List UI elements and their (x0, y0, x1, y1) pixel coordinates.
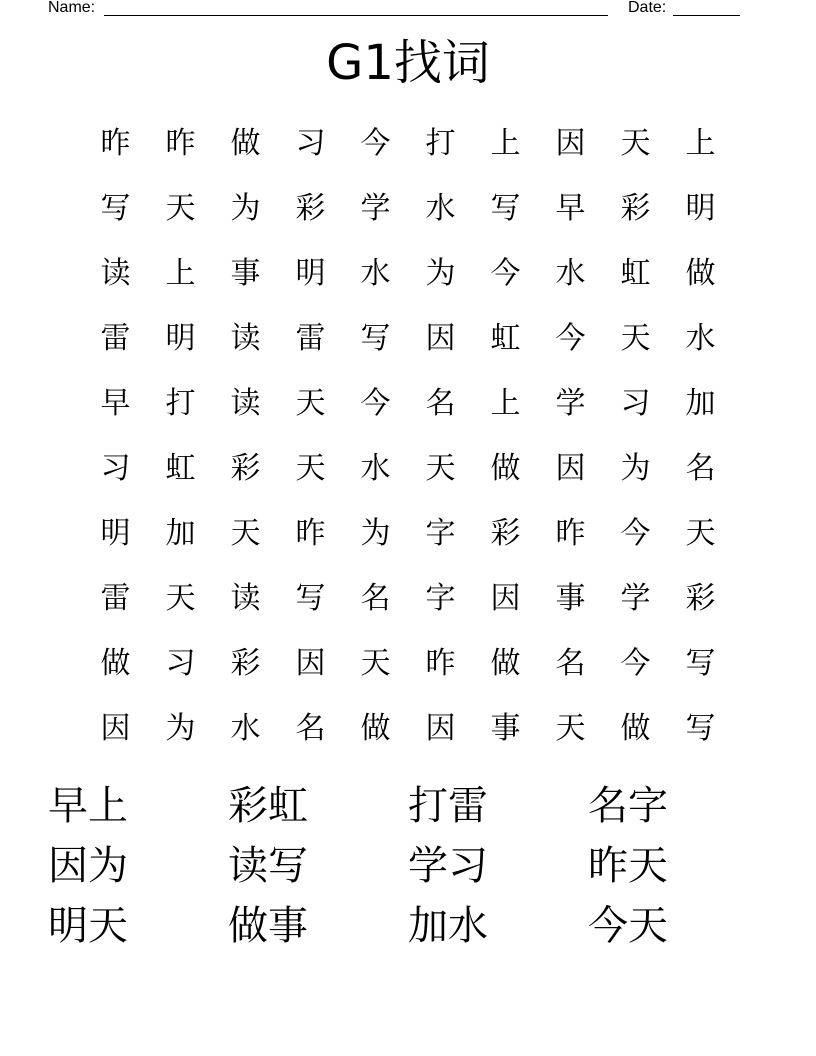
date-blank-line (673, 15, 740, 16)
grid-cell: 彩 (620, 190, 651, 226)
grid-cell: 习 (165, 645, 196, 681)
grid-cell: 明 (165, 320, 196, 356)
word-list-item: 读写 (228, 843, 308, 889)
grid-cell: 做 (230, 125, 261, 161)
grid-cell: 名 (425, 385, 456, 421)
grid-cell: 今 (360, 385, 391, 421)
grid-cell: 天 (685, 515, 716, 551)
grid-cell: 名 (685, 450, 716, 486)
word-list (48, 778, 768, 958)
grid-cell: 天 (165, 580, 196, 616)
grid-cell: 早 (555, 190, 586, 226)
grid-cell: 彩 (490, 515, 521, 551)
grid-cell: 做 (490, 645, 521, 681)
grid-cell: 水 (555, 255, 586, 291)
grid-cell: 明 (295, 255, 326, 291)
name-blank-line (104, 15, 608, 16)
grid-cell: 学 (620, 580, 651, 616)
grid-cell: 今 (360, 125, 391, 161)
grid-cell: 写 (685, 645, 716, 681)
grid-cell: 读 (230, 385, 261, 421)
grid-cell: 字 (425, 515, 456, 551)
grid-cell: 名 (555, 645, 586, 681)
grid-cell: 今 (490, 255, 521, 291)
word-list-item: 打雷 (408, 783, 488, 829)
grid-cell: 习 (100, 450, 131, 486)
grid-cell: 因 (490, 580, 521, 616)
header (0, 0, 816, 20)
grid-cell: 加 (165, 515, 196, 551)
grid-cell: 做 (100, 645, 131, 681)
grid-cell: 习 (620, 385, 651, 421)
grid-cell: 早 (100, 385, 131, 421)
grid-cell: 事 (555, 580, 586, 616)
grid-cell: 明 (100, 515, 131, 551)
grid-cell: 彩 (295, 190, 326, 226)
grid-cell: 名 (295, 710, 326, 746)
grid-cell: 虹 (620, 255, 651, 291)
grid-cell: 做 (685, 255, 716, 291)
grid-cell: 天 (620, 320, 651, 356)
grid-cell: 打 (165, 385, 196, 421)
grid-cell: 水 (360, 450, 391, 486)
grid-cell: 天 (360, 645, 391, 681)
grid-cell: 上 (685, 125, 716, 161)
grid-cell: 读 (230, 580, 261, 616)
word-list-item: 早上 (48, 783, 128, 829)
grid-cell: 学 (555, 385, 586, 421)
grid-cell: 天 (425, 450, 456, 486)
word-list-item: 加水 (408, 903, 488, 949)
grid-cell: 今 (620, 645, 651, 681)
grid-cell: 做 (490, 450, 521, 486)
grid-cell: 彩 (685, 580, 716, 616)
word-list-item: 做事 (228, 903, 308, 949)
grid-cell: 写 (360, 320, 391, 356)
word-list-item: 因为 (48, 843, 128, 889)
grid-cell: 写 (685, 710, 716, 746)
grid-cell: 水 (685, 320, 716, 356)
grid-cell: 天 (295, 385, 326, 421)
grid-cell: 虹 (490, 320, 521, 356)
grid-cell: 虹 (165, 450, 196, 486)
grid-cell: 事 (490, 710, 521, 746)
name-label: Name: (48, 0, 96, 16)
grid-cell: 彩 (230, 450, 261, 486)
grid-cell: 今 (555, 320, 586, 356)
grid-cell: 写 (490, 190, 521, 226)
grid-cell: 天 (295, 450, 326, 486)
grid-cell: 昨 (425, 645, 456, 681)
grid-cell: 水 (360, 255, 391, 291)
word-list-item: 彩虹 (228, 783, 308, 829)
grid-cell: 读 (230, 320, 261, 356)
grid-cell: 为 (620, 450, 651, 486)
grid-cell: 昨 (295, 515, 326, 551)
grid-cell: 上 (490, 125, 521, 161)
grid-cell: 上 (490, 385, 521, 421)
grid-cell: 天 (230, 515, 261, 551)
grid-cell: 写 (295, 580, 326, 616)
grid-cell: 字 (425, 580, 456, 616)
grid-cell: 为 (165, 710, 196, 746)
grid-cell: 名 (360, 580, 391, 616)
grid-cell: 因 (100, 710, 131, 746)
word-list-item: 昨天 (588, 843, 668, 889)
grid-cell: 学 (360, 190, 391, 226)
word-list-item: 今天 (588, 903, 668, 949)
grid-cell: 习 (295, 125, 326, 161)
grid-cell: 事 (230, 255, 261, 291)
grid-cell: 做 (620, 710, 651, 746)
grid-cell: 因 (555, 125, 586, 161)
grid-cell: 加 (685, 385, 716, 421)
grid-cell: 为 (230, 190, 261, 226)
grid-cell: 水 (425, 190, 456, 226)
grid-cell: 因 (425, 320, 456, 356)
grid-cell: 打 (425, 125, 456, 161)
grid-cell: 雷 (100, 320, 131, 356)
grid-cell: 上 (165, 255, 196, 291)
grid-cell: 因 (295, 645, 326, 681)
grid-cell: 今 (620, 515, 651, 551)
word-list-item: 名字 (588, 783, 668, 829)
grid-cell: 昨 (100, 125, 131, 161)
word-list-item: 学习 (408, 843, 488, 889)
grid-cell: 彩 (230, 645, 261, 681)
grid-cell: 因 (425, 710, 456, 746)
grid-cell: 雷 (295, 320, 326, 356)
grid-cell: 天 (165, 190, 196, 226)
grid-cell: 做 (360, 710, 391, 746)
word-list-item: 明天 (48, 903, 128, 949)
grid-cell: 水 (230, 710, 261, 746)
grid-cell: 雷 (100, 580, 131, 616)
grid-cell: 天 (555, 710, 586, 746)
grid-cell: 为 (360, 515, 391, 551)
grid-cell: 明 (685, 190, 716, 226)
grid-cell: 写 (100, 190, 131, 226)
word-search-grid (83, 111, 733, 761)
grid-cell: 昨 (165, 125, 196, 161)
date-label: Date: (628, 0, 667, 16)
grid-cell: 天 (620, 125, 651, 161)
grid-cell: 为 (425, 255, 456, 291)
grid-cell: 读 (100, 255, 131, 291)
page-title: G1找词 (326, 35, 490, 91)
grid-cell: 昨 (555, 515, 586, 551)
grid-cell: 因 (555, 450, 586, 486)
